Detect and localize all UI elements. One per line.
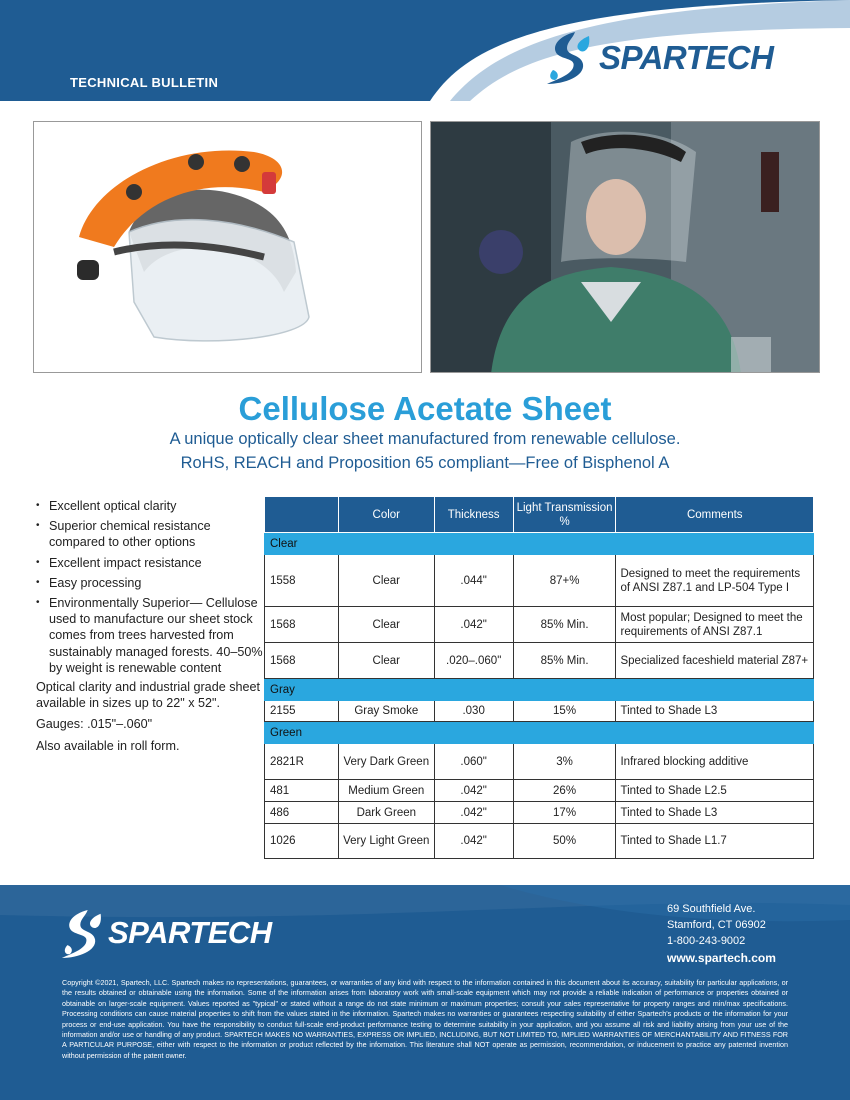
table-row [265,607,814,643]
table-row [265,643,814,679]
subtitle-line-1: A unique optically clear sheet manufactured from renewable cellulose. [169,430,681,448]
page-title: Cellulose Acetate Sheet [238,390,612,427]
cell-color: Gray Smoke [338,701,434,722]
product-spec-table [264,496,814,859]
cell-code: 481 [265,780,339,802]
table-row [265,744,814,780]
cell-color: Clear [338,607,434,643]
col-header-light-transmission: Light Transmission % [513,497,616,533]
group-label: Clear [265,533,814,555]
table-row [265,824,814,859]
feature-item: • Environmentally Superior— Cellulose used to manufacture our sheet stock comes from trees harvested from sustainably managed forests. 40–50% by weight is renewable content [36,595,266,676]
face-shield-product-photo [33,121,422,373]
cell-thickness: .042" [434,607,513,643]
cell-comments: Specialized faceshield material Z87+ [616,643,814,679]
feature-list [36,498,266,676]
cell-thickness: .060" [434,744,513,780]
cell-comments: Tinted to Shade L3 [616,802,814,824]
legal-disclaimer: Copyright ©2021, Spartech, LLC. Spartech makes no representations, guarantees, or warranties of any kind with respect to the information contained in this document about its accuracy, suitability for particular applications, or the results obtained or obtainable using the information. Some of the information arises from laboratory work with small-scale equipment which may not provide a reliable indication of performance or properties obtained or obtainable on larger-scale equipment. Values reported as "typical" or stated without a range do not state minimum or maximum properties; consult your sales representative for property ranges and min/max specifications. Processing conditions can cause material properties to shift from the values stated in the information. Spartech makes no warranties or guarantees respecting suitability of either Spartech's products or the information for your process or end-use application. You have the responsibility to conduct full-scale end-product performance testing to determine suitability in your application, and you assume all risk and liability arising from your use of the information and/or use or handling of any product. SPARTECH MAKES NO WARRANTIES, EXPRESS OR IMPLIED, INCLUDING, BUT NOT LIMITED TO, IMPLIED WARRANTIES OF MERCHANTABILITY AND FITNESS FOR A PARTICULAR PURPOSE, either with respect to the information or product reflected by the information. This literature shall NOT operate as permission, recommendation, or inducement to practice any patented invention without permission of the patent owner. [62,978,788,1060]
cell-color: Medium Green [338,780,434,802]
cell-thickness: .030 [434,701,513,722]
group-row-clear [265,533,814,555]
group-label: Gray [265,679,814,701]
lab-worker-photo [430,121,820,373]
cell-code: 1026 [265,824,339,859]
col-header-comments: Comments [616,497,814,533]
header-banner [0,0,850,101]
feature-item: • Superior chemical resistance compared to other options [36,518,266,550]
spartech-wordmark: SPARTECH [599,39,774,76]
cell-thickness: .020–.060" [434,643,513,679]
footer-banner [0,885,850,1100]
cell-transmission: 50% [513,824,616,859]
phone-number: 1-800-243-9002 [667,935,746,947]
spartech-logo [545,30,805,86]
spartech-emblem-icon [60,905,108,963]
group-row-gray [265,679,814,701]
feature-item: • Excellent optical clarity [36,498,266,514]
note-sizes: Optical clarity and industrial grade sheet available in sizes up to 22" x 52". [36,680,261,710]
website-link[interactable]: www.spartech.com [667,951,776,965]
cell-color: Clear [338,643,434,679]
note-gauges: Gauges: .015"–.060" [36,717,153,732]
col-header-thickness: Thickness [434,497,513,533]
cell-comments: Infrared blocking additive [616,744,814,780]
group-label: Green [265,722,814,744]
cell-code: 2155 [265,701,339,722]
subtitle-line-2: RoHS, REACH and Proposition 65 compliant—Free of Bisphenol A [180,454,670,472]
cell-code: 1568 [265,607,339,643]
features-column [36,498,266,754]
cell-comments: Tinted to Shade L1.7 [616,824,814,859]
cell-transmission: 87+% [513,555,616,607]
cell-comments: Tinted to Shade L3 [616,701,814,722]
table-header-row [265,497,814,533]
col-header-code [265,497,339,533]
cell-code: 486 [265,802,339,824]
table-row [265,555,814,607]
cell-color: Clear [338,555,434,607]
table-row [265,701,814,722]
cell-color: Very Light Green [338,824,434,859]
cell-color: Very Dark Green [338,744,434,780]
cell-transmission: 3% [513,744,616,780]
cell-code: 1568 [265,643,339,679]
company-address [667,901,766,949]
col-header-color: Color [338,497,434,533]
address-city: Stamford, CT 06902 [667,919,766,931]
cell-transmission: 85% Min. [513,643,616,679]
cell-transmission: 15% [513,701,616,722]
address-street: 69 Southfield Ave. [667,903,756,915]
cell-code: 1558 [265,555,339,607]
cell-comments: Designed to meet the requirements of ANSI Z87.1 and LP-504 Type I [616,555,814,607]
table-row [265,802,814,824]
spartech-emblem-icon [545,30,597,86]
cell-thickness: .042" [434,802,513,824]
cell-color: Dark Green [338,802,434,824]
cell-comments: Tinted to Shade L2.5 [616,780,814,802]
group-row-green [265,722,814,744]
cell-comments: Most popular; Designed to meet the requirements of ANSI Z87.1 [616,607,814,643]
table-row [265,780,814,802]
cell-transmission: 26% [513,780,616,802]
spartech-footer-logo [60,905,290,965]
cell-code: 2821R [265,744,339,780]
cell-transmission: 17% [513,802,616,824]
technical-bulletin-label: TECHNICAL BULLETIN [70,75,219,90]
note-roll-form: Also available in roll form. [36,738,180,753]
feature-item: • Excellent impact resistance [36,555,266,571]
feature-item: • Easy processing [36,575,266,591]
cell-thickness: .042" [434,824,513,859]
cell-thickness: .042" [434,780,513,802]
cell-thickness: .044" [434,555,513,607]
cell-transmission: 85% Min. [513,607,616,643]
spartech-wordmark: SPARTECH [108,915,272,950]
